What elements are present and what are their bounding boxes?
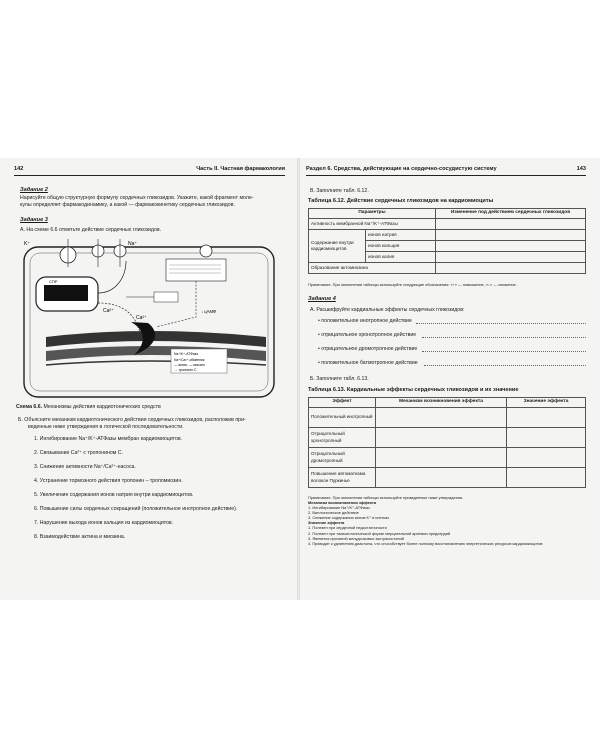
scheme-caption [16,404,161,411]
diagram-na-label: Na⁺ [128,241,138,247]
task4-a-text: А. Расшифруйте кардиальные эффекты сердечных гликозидов: [310,307,465,313]
table612-row-atpase: Активность мембранной Na⁺/K⁺-АТФазы [309,219,436,230]
myosin-filament [46,346,266,361]
effect-item-1-label: • положительное инотропное действие [318,318,412,324]
table612-row-sodium: ионов натрия [366,230,436,241]
task2-text-line2: кулы определяет фармакодинамику, а какой — фармакокинетику сердечных гликозидов. [20,202,235,208]
table612-row-potassium: ионов калия [366,252,436,263]
statement-8: 8. Взаимодействие актина и миозина. [34,534,126,540]
actin-filament [46,331,266,347]
table612-cell-empty[interactable] [435,263,585,274]
note613-sig-2: 2. Полезен при тахисистолической форме мерцательной аритмии предсердий [308,530,451,536]
table612-title: Таблица 6.12. Действие сердечных гликозидов на кардиомиоциты [308,198,494,204]
cell-membrane [24,247,274,397]
diagram-legend-2: Na⁺/Ca²⁺-обменник [174,358,205,362]
table612-note: Примечание. При заполнении таблицы используйте следующие обозначения: «↑» — повышение, «↓» — снижение. [308,282,517,287]
table613-notes [308,495,590,546]
table612-row-content: Содержание внутри кардиомиоцитов [309,230,366,263]
table613-header-mechanism: Механизм возникновения эффекта [376,398,507,408]
note613-sig-3: 3. Является причиной желудочковых экстрасистолий [308,535,404,541]
diagram-ca-label: Ca²⁺ [103,308,114,314]
table612-row-calcium: ионов кальция [366,241,436,252]
table613-row-inotropic: Положительный инотропный [309,408,376,428]
sr-calcium-store [44,285,88,301]
task3-a-text: А. На схеме 6.6 отметьте действие сердечных гликозидов. [20,227,162,233]
diagram-legend-1: Na⁺/K⁺-АТФаза [174,352,199,356]
table613-cell-empty[interactable] [376,408,507,428]
effect-answer-line-1[interactable] [416,323,586,324]
note613-sig-1: 1. Полезен при сердечной недостаточности [308,525,387,531]
beta-receptor [200,245,212,257]
statement-7: 7. Нарушение выхода ионов кальция из кардиомиоцитов. [34,520,174,526]
table613-cell-empty[interactable] [376,428,507,448]
statement-4: 4. Устранение тормозного действия тропонин – тропомиозин. [34,478,183,484]
left-page [0,158,297,600]
table612-cell-empty[interactable] [435,219,585,230]
diagram-ca-plus-label: Ca²⁺ [136,315,147,321]
statement-2: 2. Связывание Ca²⁺ с тропонином С. [34,450,123,456]
table612-cell-empty[interactable] [435,241,585,252]
statement-5: 5. Увеличение содержания ионов натрия внутри кардиомиоцитов. [34,492,194,498]
cell-inner-outline [30,253,268,391]
diagram-legend-3: — актин, — миозин [174,363,205,367]
note613-mech-1: 1. Ингибирование Na⁺/K⁺-АТФазы [308,505,370,511]
table613-row-chronotropic: Отрицательный хронотропный [309,428,376,448]
task3-b-intro-line2: веденные ниже утверждения в логической последовательности. [28,424,184,430]
table612-row-actomyosin: Образование актомиозина [309,263,436,274]
table612-cell-empty[interactable] [435,230,585,241]
table613-cell-empty[interactable] [376,468,507,488]
effect-answer-line-3[interactable] [422,351,586,352]
note613-intro: Примечание. При заполнении таблицы используйте приведенные ниже утверждения. [308,495,464,500]
task2-label: Задание 2 [20,187,48,193]
effect-item-3-label: • отрицательное дромотропное действие [318,346,418,352]
table613-cell-empty[interactable] [507,408,586,428]
note613-sig-4: 4. Приводит к удлинению диастолы, что способствует более полному восстановлению энергетических ресурсов кардиомиоцитов [308,540,543,546]
statement-6: 6. Повышение силы сердечных сокращений (положительное инотропное действие). [34,506,238,512]
left-header [14,166,285,176]
scheme-caption-text: Механизмы действия кардиотонических средств [43,404,161,410]
right-page-number: 143 [576,166,586,172]
task3-v-line: В. Заполните табл. 6.12. [310,188,369,194]
statement-3: 3. Снижение активности Na⁺/Ca²⁺-насоса. [34,464,136,470]
task3-label: Задание 3 [20,217,48,223]
diagram-sr-label: СПР [49,279,58,284]
table613-header-significance: Значение эффекта [507,398,586,408]
table613-cell-empty[interactable] [376,448,507,468]
table613-header-effect: Эффект [309,398,376,408]
table613-row-dromotropic: Отрицательный дромотропный [309,448,376,468]
task3-b-intro-line1: Б. Объясните механизм кардиотонического действия сердечных гликозидов, расположив при- [18,417,246,423]
note613-mech-3: 3. Снижение содержания ионов K⁺ в клетках [308,515,390,521]
table613-title: Таблица 6.13. Кардиальные эффекты сердечных гликозидов и их значение [308,387,519,393]
diagram-camp-label: ↓ цАМФ [201,309,217,314]
right-running-head: Раздел 6. Средства, действующие на сердечно-сосудистую систему [306,166,497,172]
table-6-13 [308,397,586,488]
task2-text-line1: Нарисуйте общую структурную формулу сердечных гликозидов. Укажите, какой фрагмент моле- [20,195,254,201]
task4-label: Задание 4 [308,296,336,302]
note613-mech-2: 2. Ваготоническое действие [308,510,359,516]
left-running-head: Часть II. Частная фармакология [196,166,285,172]
table612-header-change: Изменение под действием сердечных гликозидов [435,209,585,219]
enzyme-box [166,259,226,281]
right-page [300,158,600,600]
table613-cell-empty[interactable] [507,448,586,468]
note613-mech-head: Механизм возникновения эффекта [308,500,376,506]
right-header [306,166,586,176]
effect-item-4-label: • положительное батмотропное действие [318,360,418,366]
table-6-12 [308,208,586,274]
table612-cell-empty[interactable] [435,252,585,263]
scheme-caption-label: Схема 6.6. [16,404,43,410]
diagram-legend-4: → тропонин С [174,368,197,372]
effect-item-2-label: • отрицательное хронотропное действие [318,332,417,338]
statement-1: 1. Ингибирование Na⁺/K⁺-АТФазы мембран кардиомиоцитов. [34,436,183,442]
table613-cell-empty[interactable] [507,468,586,488]
task4-b-line: Б. Заполните табл. 6.13. [310,376,369,382]
table613-row-automaticity: Повышение автоматизма волокон Пуркинье [309,468,376,488]
table613-cell-empty[interactable] [507,428,586,448]
left-page-number: 142 [14,166,24,172]
scheme-6-6-diagram [16,237,286,399]
table612-header-params: Параметры [309,209,436,219]
effect-answer-line-4[interactable] [424,365,586,366]
diagram-k-label: K⁺ [24,241,30,247]
note613-sig-head: Значение эффекта [308,520,345,526]
effect-answer-line-2[interactable] [422,337,586,338]
book-spread [0,158,600,600]
